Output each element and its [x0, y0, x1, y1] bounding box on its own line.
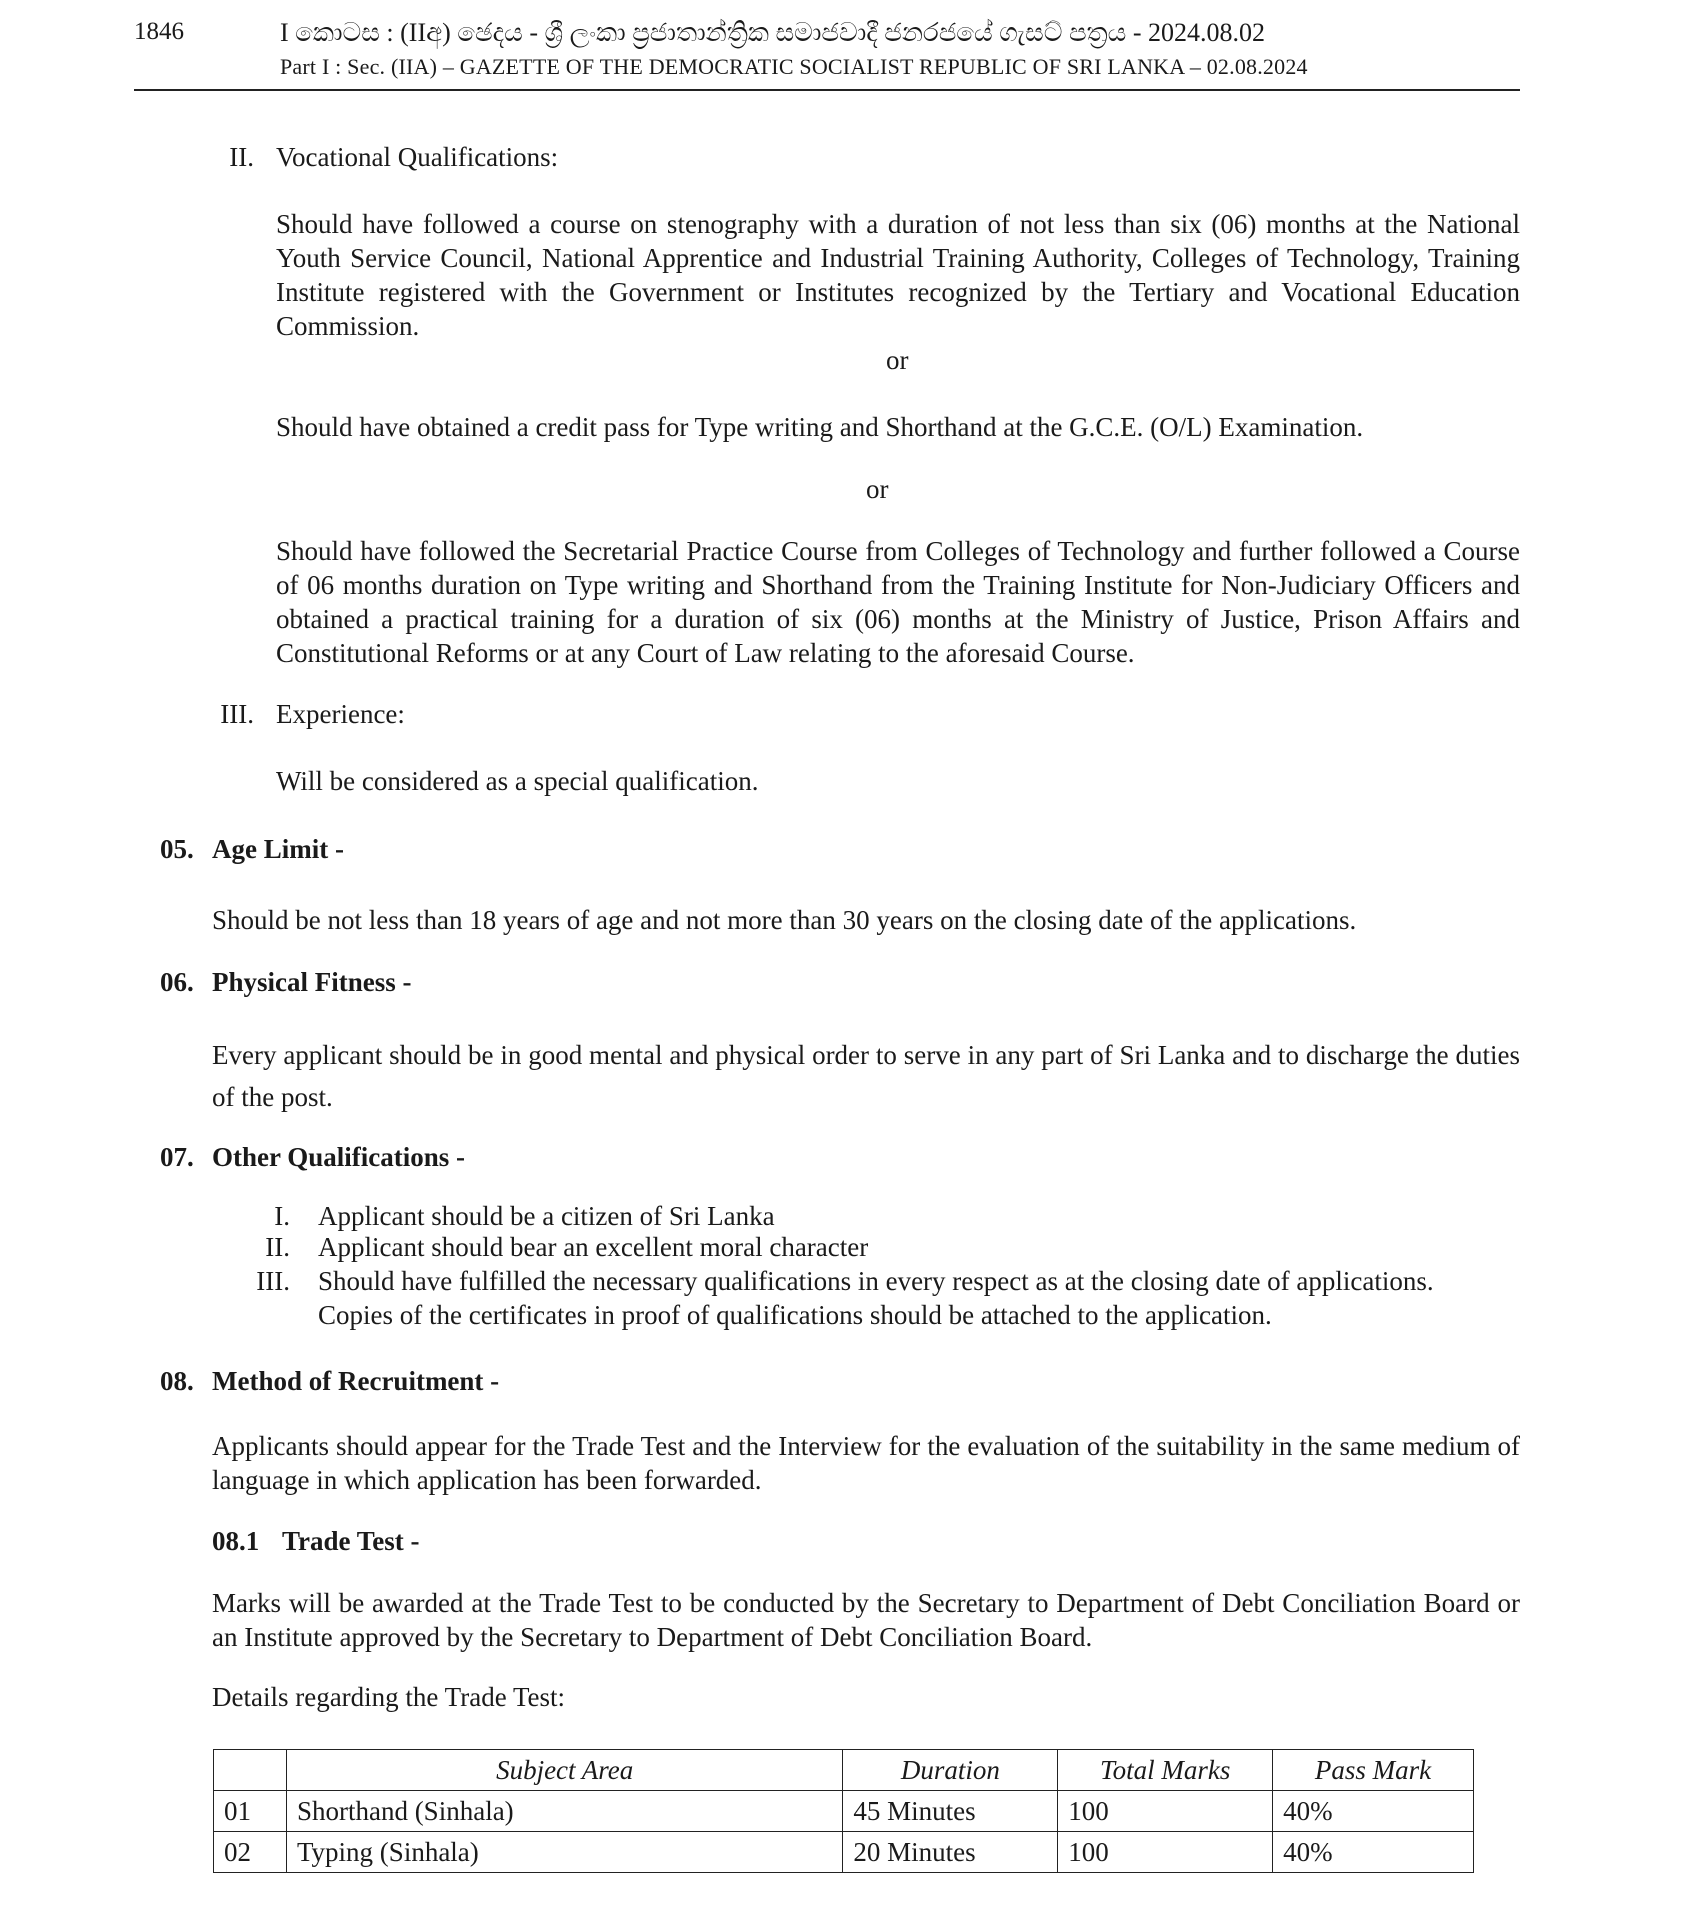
list-item-numeral: I.: [274, 1201, 290, 1231]
other-qualifications-number: 07.: [160, 1142, 194, 1172]
physical-fitness-heading: Physical Fitness -: [212, 967, 412, 997]
other-qualifications-heading: Other Qualifications -: [212, 1142, 465, 1172]
table-header-cell: Duration: [843, 1750, 1058, 1791]
vocational-paragraph-3: Should have followed the Secretarial Practice Course from Colleges of Technology and further followed a Course of 06 months duration on Type writing and Shorthand from the Training Institute for Non-Judiciary Officers and obtained a practical training for a duration of six (06) months at the Ministry of Justice, Prison Affairs and Constitutional Reforms or at any Court of Law relating to the aforesaid Course.: [276, 536, 1520, 668]
table-cell: 40%: [1273, 1832, 1474, 1873]
table-row: [214, 1791, 1474, 1832]
recruitment-number: 08.: [160, 1366, 194, 1396]
table-cell: 02: [214, 1832, 287, 1873]
list-item-text: Applicant should be a citizen of Sri Lanka: [318, 1201, 775, 1231]
table-header-cell: [214, 1750, 287, 1791]
vocational-paragraph-1: Should have followed a course on stenography with a duration of not less than six (06) months at the National Youth Service Council, National Apprentice and Industrial Training Authority, Colleges of Technology, Training Institute registered with the Government or Institutes recognized by the Tertiary and Vocational Education Commission.: [276, 209, 1520, 341]
table-row: [214, 1832, 1474, 1873]
table-cell: Typing (Sinhala): [286, 1832, 842, 1873]
gazette-title-sinhala: I කොටස : (IIඅ) ඡෙදය - ශ්‍රී ලංකා ප්‍රජාතාන්ත්‍රික සමාජවාදී ජනරජයේ ගැසට් පත්‍රය - 2024.08.02: [280, 18, 1266, 47]
list-item-text: Should have fulfilled the necessary qualifications in every respect as at the closing date of applications. Copies of the certificates in proof of qualifications should be attached to the application.: [318, 1266, 1434, 1330]
trade-test-heading: Trade Test -: [282, 1526, 420, 1556]
or-separator-2: or: [866, 474, 889, 504]
table-header-row: [214, 1750, 1474, 1791]
table-header-cell: Subject Area: [286, 1750, 842, 1791]
physical-fitness-text: Every applicant should be in good mental and physical order to serve in any part of Sri Lanka and to discharge the duties of the post.: [212, 1040, 1520, 1112]
age-limit-heading: Age Limit -: [212, 834, 344, 864]
vocational-numeral: II.: [229, 142, 254, 172]
recruitment-heading: Method of Recruitment -: [212, 1366, 500, 1396]
vocational-paragraph-2: Should have obtained a credit pass for Type writing and Shorthand at the G.C.E. (O/L) Examination.: [276, 412, 1364, 442]
table-cell: 01: [214, 1791, 287, 1832]
vocational-heading: Vocational Qualifications:: [276, 142, 559, 172]
table-cell: 40%: [1273, 1791, 1474, 1832]
gazette-title-english: Part I : Sec. (IIA) – GAZETTE OF THE DEMOCRATIC SOCIALIST REPUBLIC OF SRI LANKA – 02.08.2024: [280, 54, 1308, 79]
table-cell: Shorthand (Sinhala): [286, 1791, 842, 1832]
table-cell: 45 Minutes: [843, 1791, 1058, 1832]
experience-numeral: III.: [220, 699, 254, 729]
list-item-numeral: II.: [265, 1232, 290, 1262]
table-cell: 100: [1058, 1832, 1273, 1873]
table-header-cell: Total Marks: [1058, 1750, 1273, 1791]
trade-test-number: 08.1: [212, 1526, 260, 1556]
recruitment-text: Applicants should appear for the Trade Test and the Interview for the evaluation of the suitability in the same medium of language in which application has been forwarded.: [212, 1431, 1520, 1495]
age-limit-number: 05.: [160, 834, 194, 864]
table-cell: 100: [1058, 1791, 1273, 1832]
trade-test-text: Marks will be awarded at the Trade Test to be conducted by the Secretary to Department of Debt Conciliation Board or an Institute approved by the Secretary to Department of Debt Conciliation Board.: [212, 1588, 1520, 1652]
list-item-numeral: III.: [256, 1266, 290, 1296]
header-divider: [134, 89, 1520, 91]
age-limit-text: Should be not less than 18 years of age and not more than 30 years on the closing date of the applications.: [212, 905, 1357, 935]
list-item-text: Applicant should bear an excellent moral character: [318, 1232, 869, 1262]
table-cell: 20 Minutes: [843, 1832, 1058, 1873]
experience-heading: Experience:: [276, 699, 405, 729]
experience-text: Will be considered as a special qualification.: [276, 766, 759, 796]
physical-fitness-number: 06.: [160, 967, 194, 997]
table-header-cell: Pass Mark: [1273, 1750, 1474, 1791]
or-separator-1: or: [886, 345, 909, 375]
trade-test-table: [213, 1749, 1474, 1873]
page-number: 1846: [134, 18, 184, 45]
trade-test-details-label: Details regarding the Trade Test:: [212, 1682, 566, 1712]
